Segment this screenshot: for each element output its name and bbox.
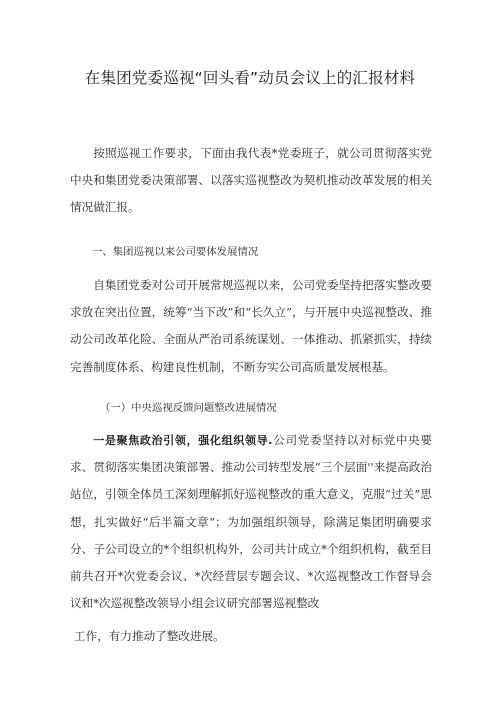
subsection-paragraph — [70, 427, 432, 617]
page-title: 在集团党委巡视“回头看”动员会议上的汇报材料 — [84, 69, 416, 87]
paragraph-lead: 一是聚焦政治引领，强化组织领导. — [93, 434, 273, 447]
section-heading: 一、集团巡视以来公司要体发展情况 — [92, 246, 259, 258]
intro-paragraph: 按照巡视工作要求，下面由我代表*党委班子，就公司贯彻落实党中央和集团党委决策部署、以落实巡视整改为契机推动改革发展的相关情况做汇报。 — [70, 146, 432, 215]
paragraph-body: 公司党委坚持以对标党中央要求、贯彻落实集团决策部署、推动公司转型发展“三个层面''来提高政治站位，引领全体员工深刻理解抓好巡视整改的重大意义，克服“过关”思想，扎实做好“后半篇文章“；为加强组织领导，除满足集团明确要求分、子公司设立的*个组织机构外，公司共计成立*个组织机构，截至目前共召开*次党委会议、*次经营层专题会议、*次巡视整改工作督导会议和*次巡视整改领导小组会议研究部署巡视整改 — [70, 433, 432, 611]
closing-line: 工作，有力推动了整改进展。 — [74, 629, 225, 643]
section-paragraph: 自集团党委对公司开展常规巡视以来，公司党委坚持把落实整改要求放在突出位置，统筹“当下改”和“长久立”，与开展中央巡视整改、推动公司改革化险、全面从严治司系统谋划、一体推动、抓紧抓实，持续完善制度体系、构建良性机制，不断夯实公司高质量发展根基。 — [70, 278, 432, 374]
subsection-heading: （一）中央巡视反馈问题整改进展情况 — [100, 402, 277, 414]
